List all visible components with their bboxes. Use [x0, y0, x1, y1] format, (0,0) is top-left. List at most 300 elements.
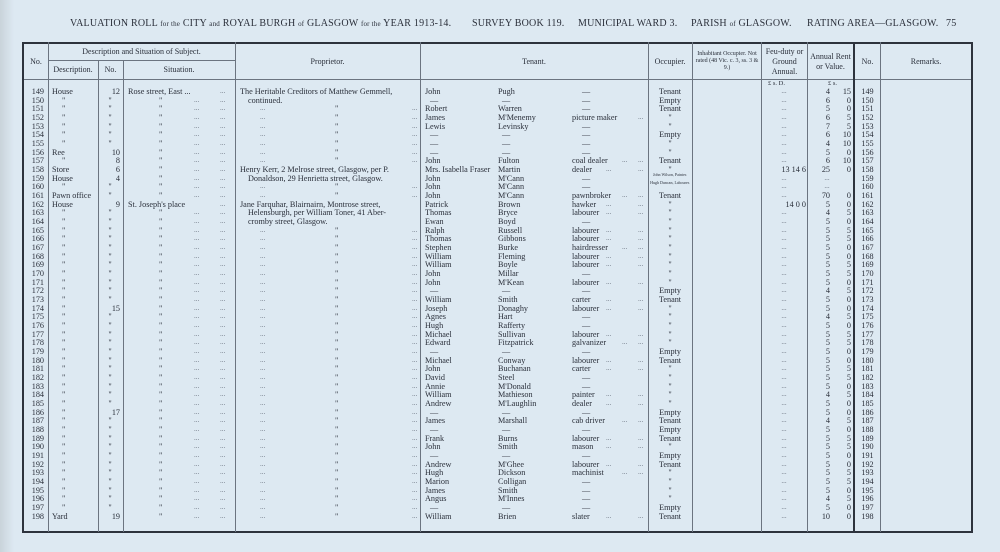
row-number-right: 175: [861, 312, 874, 322]
row-number: 178: [31, 338, 44, 348]
feu-duty: ...: [781, 381, 787, 390]
feu-duty: ...: [781, 295, 787, 304]
situation: ": [159, 468, 163, 478]
tenant-occupation: labourer: [572, 459, 600, 469]
header-no: No.: [30, 56, 42, 66]
table-row: [22, 338, 972, 347]
leader-dots: ...: [606, 165, 612, 174]
situation: ": [159, 485, 163, 495]
header-description: Description.: [53, 64, 93, 74]
leader-dots: ...: [260, 451, 266, 460]
row-number: 198: [31, 511, 44, 521]
proprietor: cromby street, Glasgow.: [248, 217, 328, 227]
proprietor: ": [335, 459, 339, 469]
tenant-occupation: —: [582, 381, 591, 391]
description: ": [62, 260, 66, 270]
occupier: Tenant: [658, 87, 682, 96]
leader-dots: ...: [412, 347, 418, 356]
annual-rent-pounds: 5: [825, 503, 830, 513]
tenant-occupation: —: [582, 182, 591, 192]
occupier: ": [668, 390, 672, 400]
annual-rent-pounds: 25: [821, 165, 830, 175]
description: ": [62, 303, 66, 313]
situation: ": [159, 503, 163, 513]
occupier: Empty: [659, 347, 681, 357]
row-number-right: 161: [861, 191, 874, 201]
leader-dots: ...: [194, 485, 200, 494]
tenant-surname: Dickson: [498, 468, 526, 478]
subject-number: ": [108, 451, 112, 461]
description: ": [62, 355, 66, 365]
leader-dots: ...: [260, 321, 266, 330]
leader-dots: ...: [638, 251, 644, 260]
leader-dots: ...: [194, 277, 200, 286]
annual-rent-shillings: 5: [846, 208, 851, 218]
description: ": [62, 139, 66, 149]
heading-text: ROYAL BURGH: [222, 18, 296, 29]
heading-text: of: [298, 20, 305, 28]
tenant-occupation: labourer: [572, 303, 600, 313]
subject-number: ": [108, 95, 112, 105]
row-number-right: 180: [861, 355, 874, 365]
situation: ": [159, 243, 163, 253]
subject-number: ": [108, 477, 112, 487]
feu-duty: 14 0 0: [785, 199, 806, 209]
leader-dots: ...: [606, 251, 612, 260]
tenant-occupation: —: [582, 121, 591, 131]
leader-dots: ...: [194, 95, 200, 104]
proprietor: ": [335, 321, 339, 331]
tenant-occupation: painter: [572, 390, 595, 400]
feu-duty: ...: [781, 451, 787, 460]
feu-duty: ...: [781, 139, 787, 148]
description: ": [62, 95, 66, 105]
leader-dots: ...: [260, 312, 266, 321]
table-row: [22, 148, 972, 157]
annual-rent-shillings: 0: [846, 511, 851, 521]
header-occupier: Occupier.: [654, 56, 686, 66]
annual-rent-pounds: 5: [825, 477, 830, 487]
leader-dots: ...: [220, 364, 226, 373]
proprietor: The Heritable Creditors of Matthew Gemmell,: [240, 87, 393, 96]
table-row: [22, 408, 972, 417]
leader-dots: ...: [638, 364, 644, 373]
tenant-surname: Boyd: [498, 217, 516, 227]
description: ": [62, 451, 66, 461]
leader-dots: ...: [638, 165, 644, 174]
leader-dots: ...: [194, 208, 200, 217]
description: ": [62, 459, 66, 469]
annual-rent-shillings: 0: [846, 347, 851, 357]
occupier: Tenant: [658, 433, 682, 443]
subject-number: ": [108, 494, 112, 504]
tenant-first-name: William: [425, 511, 452, 521]
feu-duty: ...: [781, 277, 787, 286]
leader-dots: ...: [412, 364, 418, 373]
row-number: 162: [31, 199, 44, 209]
leader-dots: ...: [220, 468, 226, 477]
table-row: [22, 130, 972, 139]
annual-rent-shillings: 0: [846, 147, 851, 157]
tenant-first-name: —: [430, 407, 439, 417]
row-number-right: 173: [861, 295, 874, 305]
tenant-occupation: picture maker: [572, 113, 618, 122]
tenant-first-name: William: [425, 251, 452, 261]
tenant-surname: —: [502, 130, 511, 140]
feu-duty: ...: [781, 407, 787, 416]
row-number-right: 172: [861, 286, 874, 296]
row-number-right: 177: [861, 329, 874, 339]
row-number-right: 174: [861, 303, 874, 313]
table-row: [22, 330, 972, 339]
row-number: 182: [31, 373, 44, 383]
leader-dots: ...: [194, 269, 200, 278]
description: ": [62, 243, 66, 253]
row-number: 151: [31, 104, 44, 114]
occupier: Empty: [659, 425, 681, 435]
subject-number: ": [108, 321, 112, 331]
situation: ": [159, 399, 163, 409]
row-number-right: 171: [861, 277, 874, 287]
row-number-right: 181: [861, 364, 874, 374]
heading-text: GLASGOW.: [738, 18, 792, 29]
leader-dots: ...: [194, 191, 200, 200]
leader-dots: ...: [412, 104, 418, 113]
situation: ": [159, 390, 163, 400]
header-number: No.: [104, 64, 117, 74]
leader-dots: ...: [412, 338, 418, 347]
annual-rent-pounds: 70: [821, 191, 830, 201]
subject-number: ": [108, 364, 112, 374]
annual-rent-shillings: 5: [846, 260, 851, 270]
feu-duty: ...: [781, 390, 787, 399]
page-number: 75: [946, 18, 957, 29]
row-number-right: 190: [861, 442, 874, 452]
tenant-occupation: —: [582, 425, 591, 435]
tenant-occupation: labourer: [572, 355, 600, 365]
tenant-occupation: machinist: [572, 468, 604, 478]
leader-dots: ...: [638, 243, 644, 252]
tenant-surname: Sullivan: [498, 329, 526, 339]
row-number-right: 157: [861, 156, 874, 166]
tenant-surname: —: [502, 95, 511, 105]
occupier: ": [668, 139, 672, 149]
proprietor: ": [335, 104, 339, 114]
tenant-surname: Fitzpatrick: [498, 338, 534, 348]
situation: ": [159, 173, 163, 183]
leader-dots: ...: [194, 442, 200, 451]
row-number-right: 167: [861, 243, 874, 253]
occupier: ": [668, 277, 672, 287]
description: ": [62, 390, 66, 400]
annual-rent-shillings: 5: [846, 286, 851, 296]
leader-dots: ...: [412, 494, 418, 503]
description: House: [52, 87, 73, 96]
row-number: 186: [31, 407, 44, 417]
annual-rent-pounds: 5: [825, 451, 830, 461]
row-number-right: 187: [861, 416, 874, 426]
header-no-right: No.: [861, 56, 874, 66]
situation: Rose street, East ...: [128, 87, 191, 96]
occupier: Empty: [659, 407, 681, 417]
tenant-first-name: Angus: [425, 494, 447, 504]
tenant-occupation: labourer: [572, 277, 600, 287]
row-number: 154: [31, 130, 44, 140]
row-number-right: 194: [861, 477, 874, 487]
annual-rent-shillings: 0: [846, 191, 851, 201]
tenant-occupation: carter: [572, 364, 591, 374]
leader-dots: ...: [638, 433, 644, 442]
situation: ": [159, 355, 163, 365]
tenant-first-name: —: [430, 451, 439, 461]
leader-dots: ...: [260, 139, 266, 148]
tenant-surname: —: [502, 347, 511, 357]
leader-dots: ...: [194, 433, 200, 442]
proprietor: ": [335, 225, 339, 235]
leader-dots: ...: [260, 511, 266, 520]
tenant-first-name: Ewan: [425, 217, 444, 227]
table-row: [22, 416, 972, 425]
heading-text: CITY: [182, 18, 207, 29]
description: ": [62, 321, 66, 331]
feu-duty: ...: [781, 347, 787, 356]
row-number-right: 183: [861, 381, 874, 391]
leader-dots: ...: [220, 433, 226, 442]
leader-dots: ...: [194, 165, 200, 174]
proprietor: ": [335, 234, 339, 244]
proprietor: ": [335, 147, 339, 157]
subject-number: ": [108, 295, 112, 305]
situation: ": [159, 165, 163, 175]
tenant-occupation: coal dealer: [572, 156, 608, 166]
annual-rent-pounds: 5: [825, 433, 830, 443]
leader-dots: ...: [194, 113, 200, 121]
feu-duty: ...: [781, 511, 787, 520]
row-number: 158: [31, 165, 44, 175]
leader-dots: ...: [220, 399, 226, 408]
row-number-right: 197: [861, 503, 874, 513]
leader-dots: ...: [412, 156, 418, 165]
row-number: 196: [31, 494, 44, 504]
annual-rent-pounds: 5: [825, 251, 830, 261]
leader-dots: ...: [260, 485, 266, 494]
occupier: Tenant: [658, 459, 682, 469]
proprietor: ": [335, 269, 339, 279]
tenant-occupation: —: [582, 217, 591, 227]
tenant-occupation: galvanizer: [572, 338, 607, 348]
leader-dots: ...: [412, 355, 418, 364]
tenant-occupation: slater: [572, 511, 590, 521]
table-row: [22, 171, 972, 183]
annual-rent-shillings: 0: [846, 451, 851, 461]
annual-rent-shillings: 5: [846, 477, 851, 487]
proprietor: ": [335, 381, 339, 391]
annual-rent-shillings: 5: [846, 312, 851, 322]
proprietor: ": [335, 364, 339, 374]
description: ": [62, 234, 66, 244]
leader-dots: ...: [220, 165, 226, 174]
annual-rent-pounds: 4: [825, 87, 830, 96]
leader-dots: ...: [622, 156, 628, 165]
feu-duty: ...: [781, 303, 787, 312]
row-number-right: 162: [861, 199, 874, 209]
subject-number: 19: [111, 511, 120, 521]
leader-dots: ...: [260, 433, 266, 442]
annual-rent-shillings: 5: [846, 113, 851, 122]
leader-dots: ...: [606, 459, 612, 468]
tenant-surname: Donaghy: [498, 303, 529, 313]
description: ": [62, 503, 66, 513]
tenant-first-name: —: [430, 286, 439, 296]
row-number-right: 154: [861, 130, 874, 140]
leader-dots: ...: [412, 182, 418, 191]
row-number: 150: [31, 95, 44, 105]
tenant-occupation: —: [582, 494, 591, 504]
tenant-occupation: —: [582, 130, 591, 140]
tenant-occupation: —: [582, 269, 591, 279]
subject-number: ": [108, 485, 112, 495]
subject-number: 15: [111, 303, 120, 313]
occupier: ": [668, 113, 672, 122]
tenant-occupation: pawnbroker: [572, 191, 612, 201]
description: Ree: [52, 147, 65, 157]
leader-dots: ...: [260, 104, 266, 113]
subject-number: ": [108, 182, 112, 192]
leader-dots: ...: [194, 286, 200, 295]
tenant-occupation: —: [582, 104, 591, 114]
tenant-occupation: hawker: [572, 199, 597, 209]
row-number: 187: [31, 416, 44, 426]
leader-dots: ...: [412, 139, 418, 148]
annual-rent-pounds: 5: [825, 217, 830, 227]
situation: ": [159, 191, 163, 201]
annual-rent-pounds: 5: [825, 295, 830, 305]
page-edge-shadow: [0, 0, 14, 552]
situation: ": [159, 286, 163, 296]
header-remarks: Remarks.: [910, 56, 942, 66]
leader-dots: ...: [412, 485, 418, 494]
leader-dots: ...: [220, 442, 226, 451]
table-row: [22, 252, 972, 261]
leader-dots: ...: [194, 399, 200, 408]
leader-dots: ...: [622, 416, 628, 425]
occupier: Tenant: [658, 191, 682, 201]
leader-dots: ...: [220, 321, 226, 330]
heading-text: GLASGOW: [307, 18, 359, 29]
tenant-surname: M'Laughlin: [498, 399, 537, 409]
feu-duty: ...: [781, 217, 787, 226]
description: ": [62, 277, 66, 287]
leader-dots: ...: [194, 295, 200, 304]
annual-rent-shillings: 0: [846, 243, 851, 253]
leader-dots: ...: [412, 399, 418, 408]
leader-dots: ...: [412, 425, 418, 434]
description: ": [62, 329, 66, 339]
row-number-right: 168: [861, 251, 874, 261]
tenant-first-name: Hugh: [425, 321, 444, 331]
situation: ": [159, 208, 163, 218]
description: ": [62, 104, 66, 114]
leader-dots: ...: [260, 364, 266, 373]
leader-dots: ...: [638, 156, 644, 165]
subject-number: ": [108, 468, 112, 478]
leader-dots: ...: [194, 503, 200, 512]
subject-number: ": [108, 130, 112, 140]
annual-rent-shillings: 5: [846, 494, 851, 504]
header-description-group: Description and Situation of Subject.: [82, 47, 201, 56]
subject-number: 9: [115, 199, 120, 209]
row-number-right: 170: [861, 269, 874, 279]
table-bottom-border: [22, 531, 972, 533]
table-row: [22, 512, 972, 521]
tenant-occupation: —: [582, 139, 591, 149]
tenant-first-name: Ralph: [425, 225, 445, 235]
description: ": [62, 286, 66, 296]
heading-text: VALUATION ROLL: [70, 18, 158, 29]
feu-duty: ...: [781, 191, 787, 200]
table-row: [22, 87, 972, 96]
leader-dots: ...: [606, 260, 612, 269]
leader-dots: ...: [638, 113, 644, 121]
tenant-surname: Hart: [498, 312, 513, 322]
tenant-surname: Conway: [498, 355, 526, 365]
leader-dots: ...: [412, 147, 418, 156]
tenant-occupation: —: [582, 95, 591, 105]
description: House: [52, 199, 73, 209]
tenant-occupation: cab driver: [572, 416, 605, 426]
occupier: ": [668, 199, 672, 209]
tenant-first-name: Thomas: [425, 234, 452, 244]
leader-dots: ...: [412, 303, 418, 312]
annual-rent-shillings: 0: [846, 295, 851, 305]
tenant-first-name: John: [425, 364, 441, 374]
feu-duty: ...: [781, 225, 787, 234]
feu-duty: ...: [781, 251, 787, 260]
tenant-surname: Marshall: [498, 416, 528, 426]
proprietor: Henry Kerr, 2 Melrose street, Glasgow, per P.: [240, 165, 389, 175]
table-row: [22, 347, 972, 356]
leader-dots: ...: [194, 312, 200, 321]
tenant-surname: Martin: [498, 165, 521, 175]
proprietor: ": [335, 416, 339, 426]
feu-duty: ...: [781, 425, 787, 434]
subject-number: ": [108, 442, 112, 452]
tenant-occupation: —: [582, 451, 591, 461]
occupier: ": [668, 364, 672, 374]
row-number: 180: [31, 355, 44, 365]
tenant-first-name: William: [425, 390, 452, 400]
leader-dots: ...: [412, 312, 418, 321]
annual-rent-shillings: 0: [846, 503, 851, 513]
leader-dots: ...: [260, 373, 266, 382]
tenant-first-name: Marion: [425, 477, 450, 487]
row-number-right: 192: [861, 459, 874, 469]
annual-rent-pounds: 5: [825, 347, 830, 357]
table-row: [22, 390, 972, 399]
description: ": [62, 113, 66, 122]
situation: ": [159, 147, 163, 157]
description: Pawn office: [52, 191, 92, 201]
leader-dots: ...: [638, 234, 644, 243]
row-number: 194: [31, 477, 44, 487]
row-number-right: 186: [861, 407, 874, 417]
annual-rent-pounds: 5: [825, 485, 830, 495]
leader-dots: ...: [220, 139, 226, 148]
tenant-first-name: Annie: [425, 381, 446, 391]
tenant-first-name: —: [430, 503, 439, 513]
tenant-first-name: John: [425, 277, 441, 287]
proprietor: ": [335, 303, 339, 313]
